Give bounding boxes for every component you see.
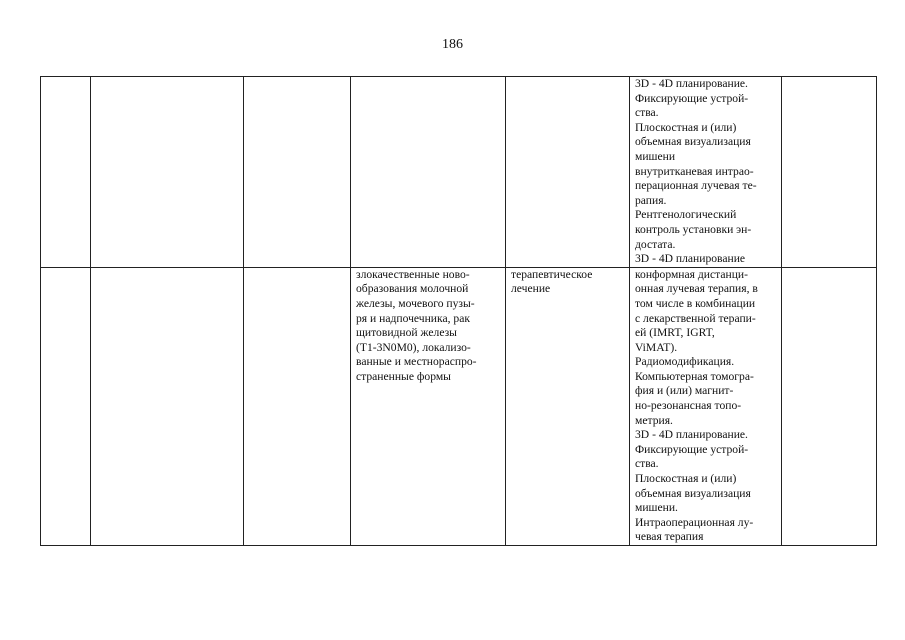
treatment-methods-cell <box>630 267 782 545</box>
treatment-type-cell <box>506 267 630 545</box>
cell-text-line: 3D - 4D планирование. <box>635 77 748 90</box>
cell-text-line: перационная лучевая те- <box>635 179 757 193</box>
cell-text-line: терапевтическое <box>511 267 593 281</box>
cell-text-line: мишени. <box>635 501 678 515</box>
cell-text-line: лечение <box>511 282 551 296</box>
cell-text-line: фия и (или) магнит- <box>635 384 734 398</box>
cell-text-line: Интраоперационная лу- <box>635 515 754 529</box>
table-cell <box>41 267 91 545</box>
cell-text-line: ванные и местнораспро- <box>356 355 477 369</box>
cell-text-line: Фиксирующие устрой- <box>635 442 749 456</box>
cell-text-line: 3D - 4D планирование <box>635 252 746 266</box>
table-cell <box>41 77 91 268</box>
cell-text-line: внутритканевая интрао- <box>635 164 754 178</box>
table-cell <box>506 77 630 268</box>
cell-text-line: ства. <box>635 106 659 120</box>
cell-text-line: метрия. <box>635 413 673 427</box>
table-row <box>41 77 877 268</box>
table-row <box>41 267 877 545</box>
cell-text-line: онная лучевая терапия, в <box>635 282 758 296</box>
cell-text-line: 3D - 4D планирование. <box>635 428 748 442</box>
cell-text-line: рапия. <box>635 193 667 207</box>
cell-text-line: ей (IMRT, IGRT, <box>635 326 715 340</box>
cell-text-line: объемная визуализация <box>635 135 751 149</box>
cell-text-line: Плоскостная и (или) <box>635 120 737 134</box>
cell-text-line: страненные формы <box>356 369 451 383</box>
cell-text-line: железы, мочевого пузы- <box>356 296 475 310</box>
cell-text-line: ViMAT). <box>635 340 678 354</box>
cell-text-line: объемная визуализация <box>635 486 751 500</box>
cell-text-line: ства. <box>635 457 659 471</box>
cell-text-line: с лекарственной терапи- <box>635 311 756 325</box>
treatment-methods-cell <box>630 77 782 268</box>
cell-text-line: Фиксирующие устрой- <box>635 91 749 105</box>
cell-text-line: щитовидной железы <box>356 326 457 340</box>
cell-text-line: Плоскостная и (или) <box>635 472 737 486</box>
cell-text-line: Рентгенологический <box>635 208 737 222</box>
table-cell <box>782 267 877 545</box>
cell-text-line: мишени <box>635 149 676 163</box>
cell-text-line: том числе в комбинации <box>635 296 756 310</box>
diagnosis-cell <box>351 267 506 545</box>
procedures-table <box>40 76 877 546</box>
cell-text-line: злокачественные ново- <box>356 267 470 281</box>
table-cell <box>91 77 244 268</box>
table-cell <box>351 77 506 268</box>
table-cell <box>244 267 351 545</box>
cell-text-line: образования молочной <box>356 282 469 296</box>
cell-text-line: конформная дистанци- <box>635 267 748 281</box>
cell-text-line: достата. <box>635 237 676 251</box>
cell-text-line: ря и надпочечника, рак <box>356 311 470 325</box>
page-number: 186 <box>442 37 463 52</box>
cell-text-line: чевая терапия <box>635 530 704 544</box>
table-cell <box>244 77 351 268</box>
cell-text-line: (T1-3N0M0), локализо- <box>356 340 471 354</box>
table-cell <box>91 267 244 545</box>
cell-text-line: но-резонансная топо- <box>635 399 742 413</box>
cell-text-line: Компьютерная томогра- <box>635 369 754 383</box>
table-cell <box>782 77 877 268</box>
cell-text-line: контроль установки эн- <box>635 222 752 236</box>
cell-text-line: Радиомодификация. <box>635 355 735 369</box>
